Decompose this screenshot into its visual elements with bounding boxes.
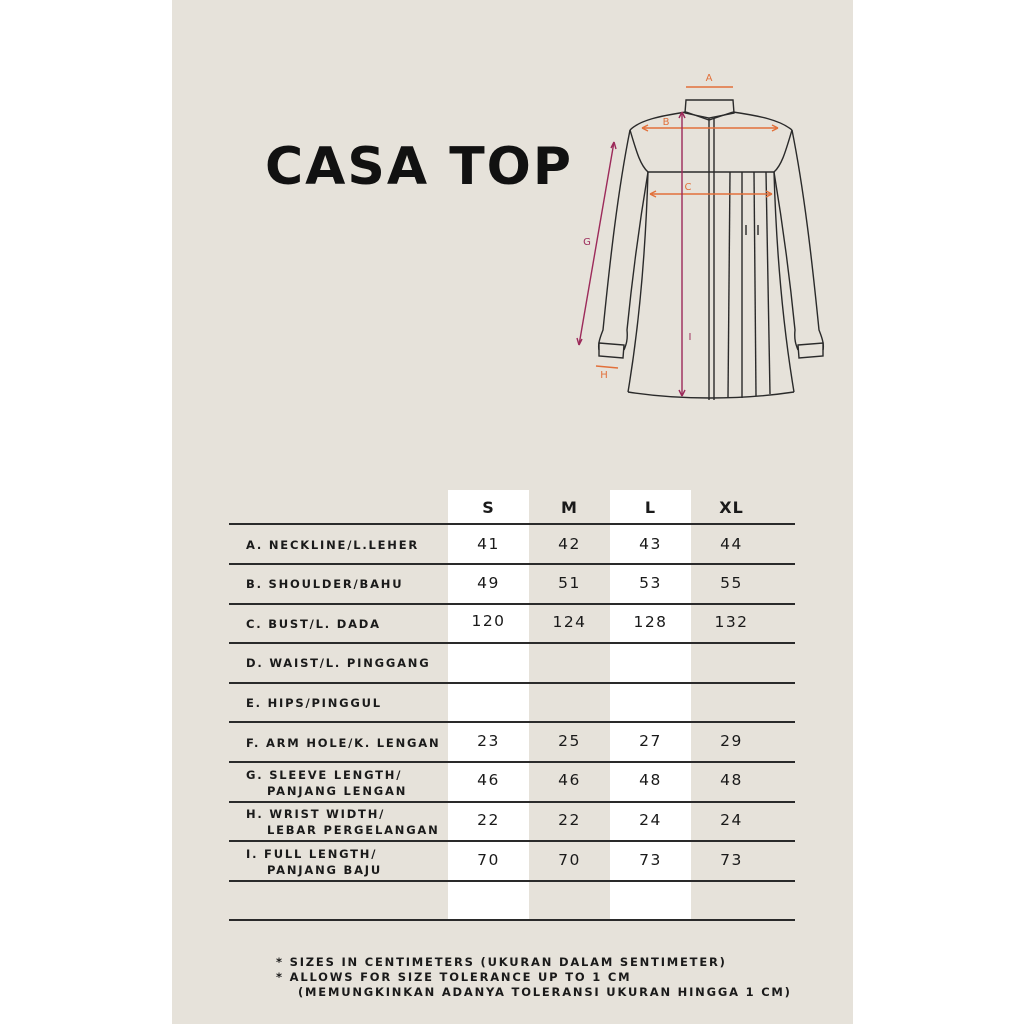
footnotes [276,955,792,1000]
table-rule [229,682,795,684]
table-rule [229,642,795,644]
table-rule [229,721,795,723]
row-label-bust: C. BUST/L. DADA [246,617,381,631]
cell-full-length-s: 70 [477,851,500,869]
measure-g [577,142,616,345]
note-units: * SIZES IN CENTIMETERS (UKURAN DALAM SENTIMETER) [276,955,727,969]
svg-text:C: C [684,182,692,193]
table-rule [229,919,795,921]
row-label-neckline: A. NECKLINE/L.LEHER [246,538,420,552]
cell-neckline-l: 43 [639,535,662,553]
shirt-outline [599,100,824,400]
product-title: CASA TOP [265,137,573,197]
column-header-xl: XL [719,498,744,517]
measure-a [686,73,733,87]
svg-text:H: H [600,370,608,381]
cell-armhole-l: 27 [639,732,662,750]
row-label-wrist-width: H. WRIST WIDTH/ LEBAR PERGELANGAN [246,807,440,837]
svg-text:A: A [705,73,713,84]
table-rule [229,880,795,882]
svg-text:I: I [688,332,692,343]
cell-armhole-s: 23 [477,732,500,750]
cell-neckline-m: 42 [558,535,581,553]
cell-sleeve-l: 48 [639,771,662,789]
row-label-hips: E. HIPS/PINGGUL [246,696,382,710]
cell-full-length-m: 70 [558,851,581,869]
cell-shoulder-m: 51 [558,574,581,592]
note-tolerance-translation: (MEMUNGKINKAN ADANYA TOLERANSI UKURAN HINGGA 1 CM) [298,985,792,999]
cell-sleeve-s: 46 [477,771,500,789]
cell-armhole-xl: 29 [720,732,743,750]
cell-neckline-xl: 44 [720,535,743,553]
row-label-full-length: I. FULL LENGTH/ PANJANG BAJU [246,847,383,877]
row-label-shoulder: B. SHOULDER/BAHU [246,577,404,591]
svg-text:G: G [583,237,591,248]
cell-full-length-xl: 73 [720,851,743,869]
cell-wrist-l: 24 [639,811,662,829]
cell-full-length-l: 73 [639,851,662,869]
cell-armhole-m: 25 [558,732,581,750]
cell-bust-s: 120 [471,612,506,630]
cell-shoulder-xl: 55 [720,574,743,592]
table-rule [229,840,795,842]
cell-wrist-xl: 24 [720,811,743,829]
table-rule [229,523,795,525]
row-label-sleeve-length: G. SLEEVE LENGTH/ PANJANG LENGAN [246,768,408,798]
measure-i [679,112,691,396]
row-label-armhole: F. ARM HOLE/K. LENGAN [246,736,441,750]
cell-sleeve-m: 46 [558,771,581,789]
cell-shoulder-l: 53 [639,574,662,592]
cell-sleeve-xl: 48 [720,771,743,789]
column-header-s: S [482,498,495,517]
table-rule [229,761,795,763]
table-rule [229,801,795,803]
column-header-l: L [644,498,657,517]
column-header-m: M [561,498,578,517]
measure-h [596,366,618,381]
cell-shoulder-s: 49 [477,574,500,592]
cell-neckline-s: 41 [477,535,500,553]
cell-bust-m: 124 [552,613,587,631]
cell-wrist-s: 22 [477,811,500,829]
garment-diagram [570,60,840,410]
note-tolerance: * ALLOWS FOR SIZE TOLERANCE UP TO 1 CM [276,970,632,984]
table-rule [229,563,795,565]
row-label-waist: D. WAIST/L. PINGGANG [246,656,431,670]
table-rule [229,603,795,605]
cell-wrist-m: 22 [558,811,581,829]
cell-bust-xl: 132 [714,613,749,631]
svg-text:B: B [662,117,670,128]
cell-bust-l: 128 [633,613,668,631]
